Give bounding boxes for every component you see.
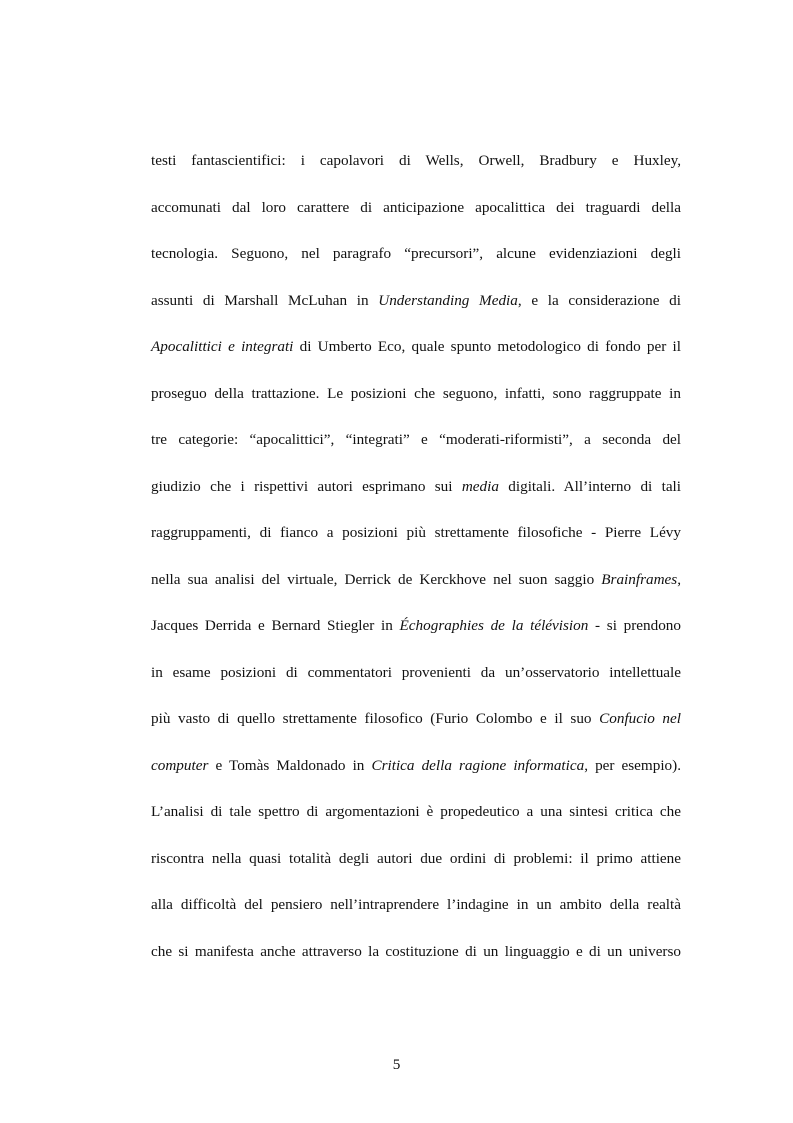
text-line bbox=[151, 243, 681, 290]
text-line bbox=[151, 569, 681, 616]
text-run: nella sua analisi del virtuale, Derrick de Kerckhove nel suon saggio bbox=[151, 570, 602, 588]
italic-title: Understanding Media bbox=[378, 291, 518, 309]
text-line bbox=[151, 522, 681, 569]
text-run: Jacques Derrida e Bernard Stiegler in bbox=[151, 617, 400, 634]
text-run: - si prendono bbox=[588, 617, 681, 634]
text-run: e Tomàs Maldonado in bbox=[208, 756, 372, 774]
italic-title: Brainframes bbox=[601, 570, 678, 588]
text-run: , e la considerazione di bbox=[517, 291, 681, 309]
italic-title: Échographies de la télévision bbox=[399, 617, 589, 634]
text-run: , bbox=[677, 570, 681, 588]
text-line bbox=[151, 476, 681, 523]
text-run: testi fantascientifici: i capolavori di Wells, Orwell, Bradbury e Huxley, bbox=[151, 152, 681, 169]
text-run: accomunati dal loro carattere di anticipazione apocalittica dei traguardi della bbox=[151, 198, 681, 216]
text-run: proseguo della trattazione. Le posizioni che seguono, infatti, sono raggruppate in bbox=[151, 384, 681, 402]
text-run: di Umberto Eco, quale spunto metodologico di fondo per il bbox=[293, 338, 681, 355]
text-run: che si manifesta anche attraverso la costituzione di un linguaggio e di un universo bbox=[151, 942, 681, 960]
italic-title: Apocalittici e integrati bbox=[151, 338, 294, 355]
text-line bbox=[151, 290, 681, 337]
text-line bbox=[151, 755, 681, 802]
text-line bbox=[151, 662, 681, 709]
text-line bbox=[151, 197, 681, 244]
text-run: L’analisi di tale spettro di argomentazioni è propedeutico a una sintesi critica che bbox=[151, 803, 681, 820]
text-run: raggruppamenti, di fianco a posizioni più strettamente filosofiche - Pierre Lévy bbox=[151, 524, 681, 541]
text-line bbox=[151, 615, 681, 662]
text-run: digitali. All’interno di tali bbox=[498, 477, 681, 495]
italic-title: computer bbox=[151, 756, 209, 774]
text-line bbox=[151, 941, 681, 988]
text-run: in esame posizioni di commentatori provenienti da un’osservatorio intellettuale bbox=[151, 663, 681, 681]
text-line bbox=[151, 429, 681, 476]
text-run: alla difficoltà del pensiero nell’intraprendere l’indagine in un ambito della realtà bbox=[151, 896, 681, 913]
text-line bbox=[151, 801, 681, 848]
italic-title: Confucio nel bbox=[599, 710, 681, 727]
text-run: assunti di Marshall McLuhan in bbox=[151, 291, 379, 309]
text-run: tre categorie: “apocalittici”, “integrati” e “moderati-riformisti”, a seconda del bbox=[151, 431, 681, 448]
text-line bbox=[151, 894, 681, 941]
text-line bbox=[151, 848, 681, 895]
text-run: , per esempio). bbox=[584, 756, 681, 774]
page-number: 5 bbox=[392, 1056, 401, 1073]
text-line bbox=[151, 708, 681, 755]
text-run: riscontra nella quasi totalità degli autori due ordini di problemi: il primo attiene bbox=[151, 849, 681, 867]
text-run: tecnologia. Seguono, nel paragrafo “precursori”, alcune evidenziazioni degli bbox=[151, 245, 681, 262]
text-line bbox=[151, 150, 681, 197]
text-run: giudizio che i rispettivi autori esprimano sui bbox=[151, 477, 462, 495]
italic-title: media bbox=[461, 477, 499, 495]
text-line bbox=[151, 336, 681, 383]
body-paragraph bbox=[151, 150, 681, 987]
text-line bbox=[151, 383, 681, 430]
text-run: più vasto di quello strettamente filosofico (Furio Colombo e il suo bbox=[151, 710, 600, 727]
italic-title: Critica della ragione informatica bbox=[371, 756, 585, 774]
